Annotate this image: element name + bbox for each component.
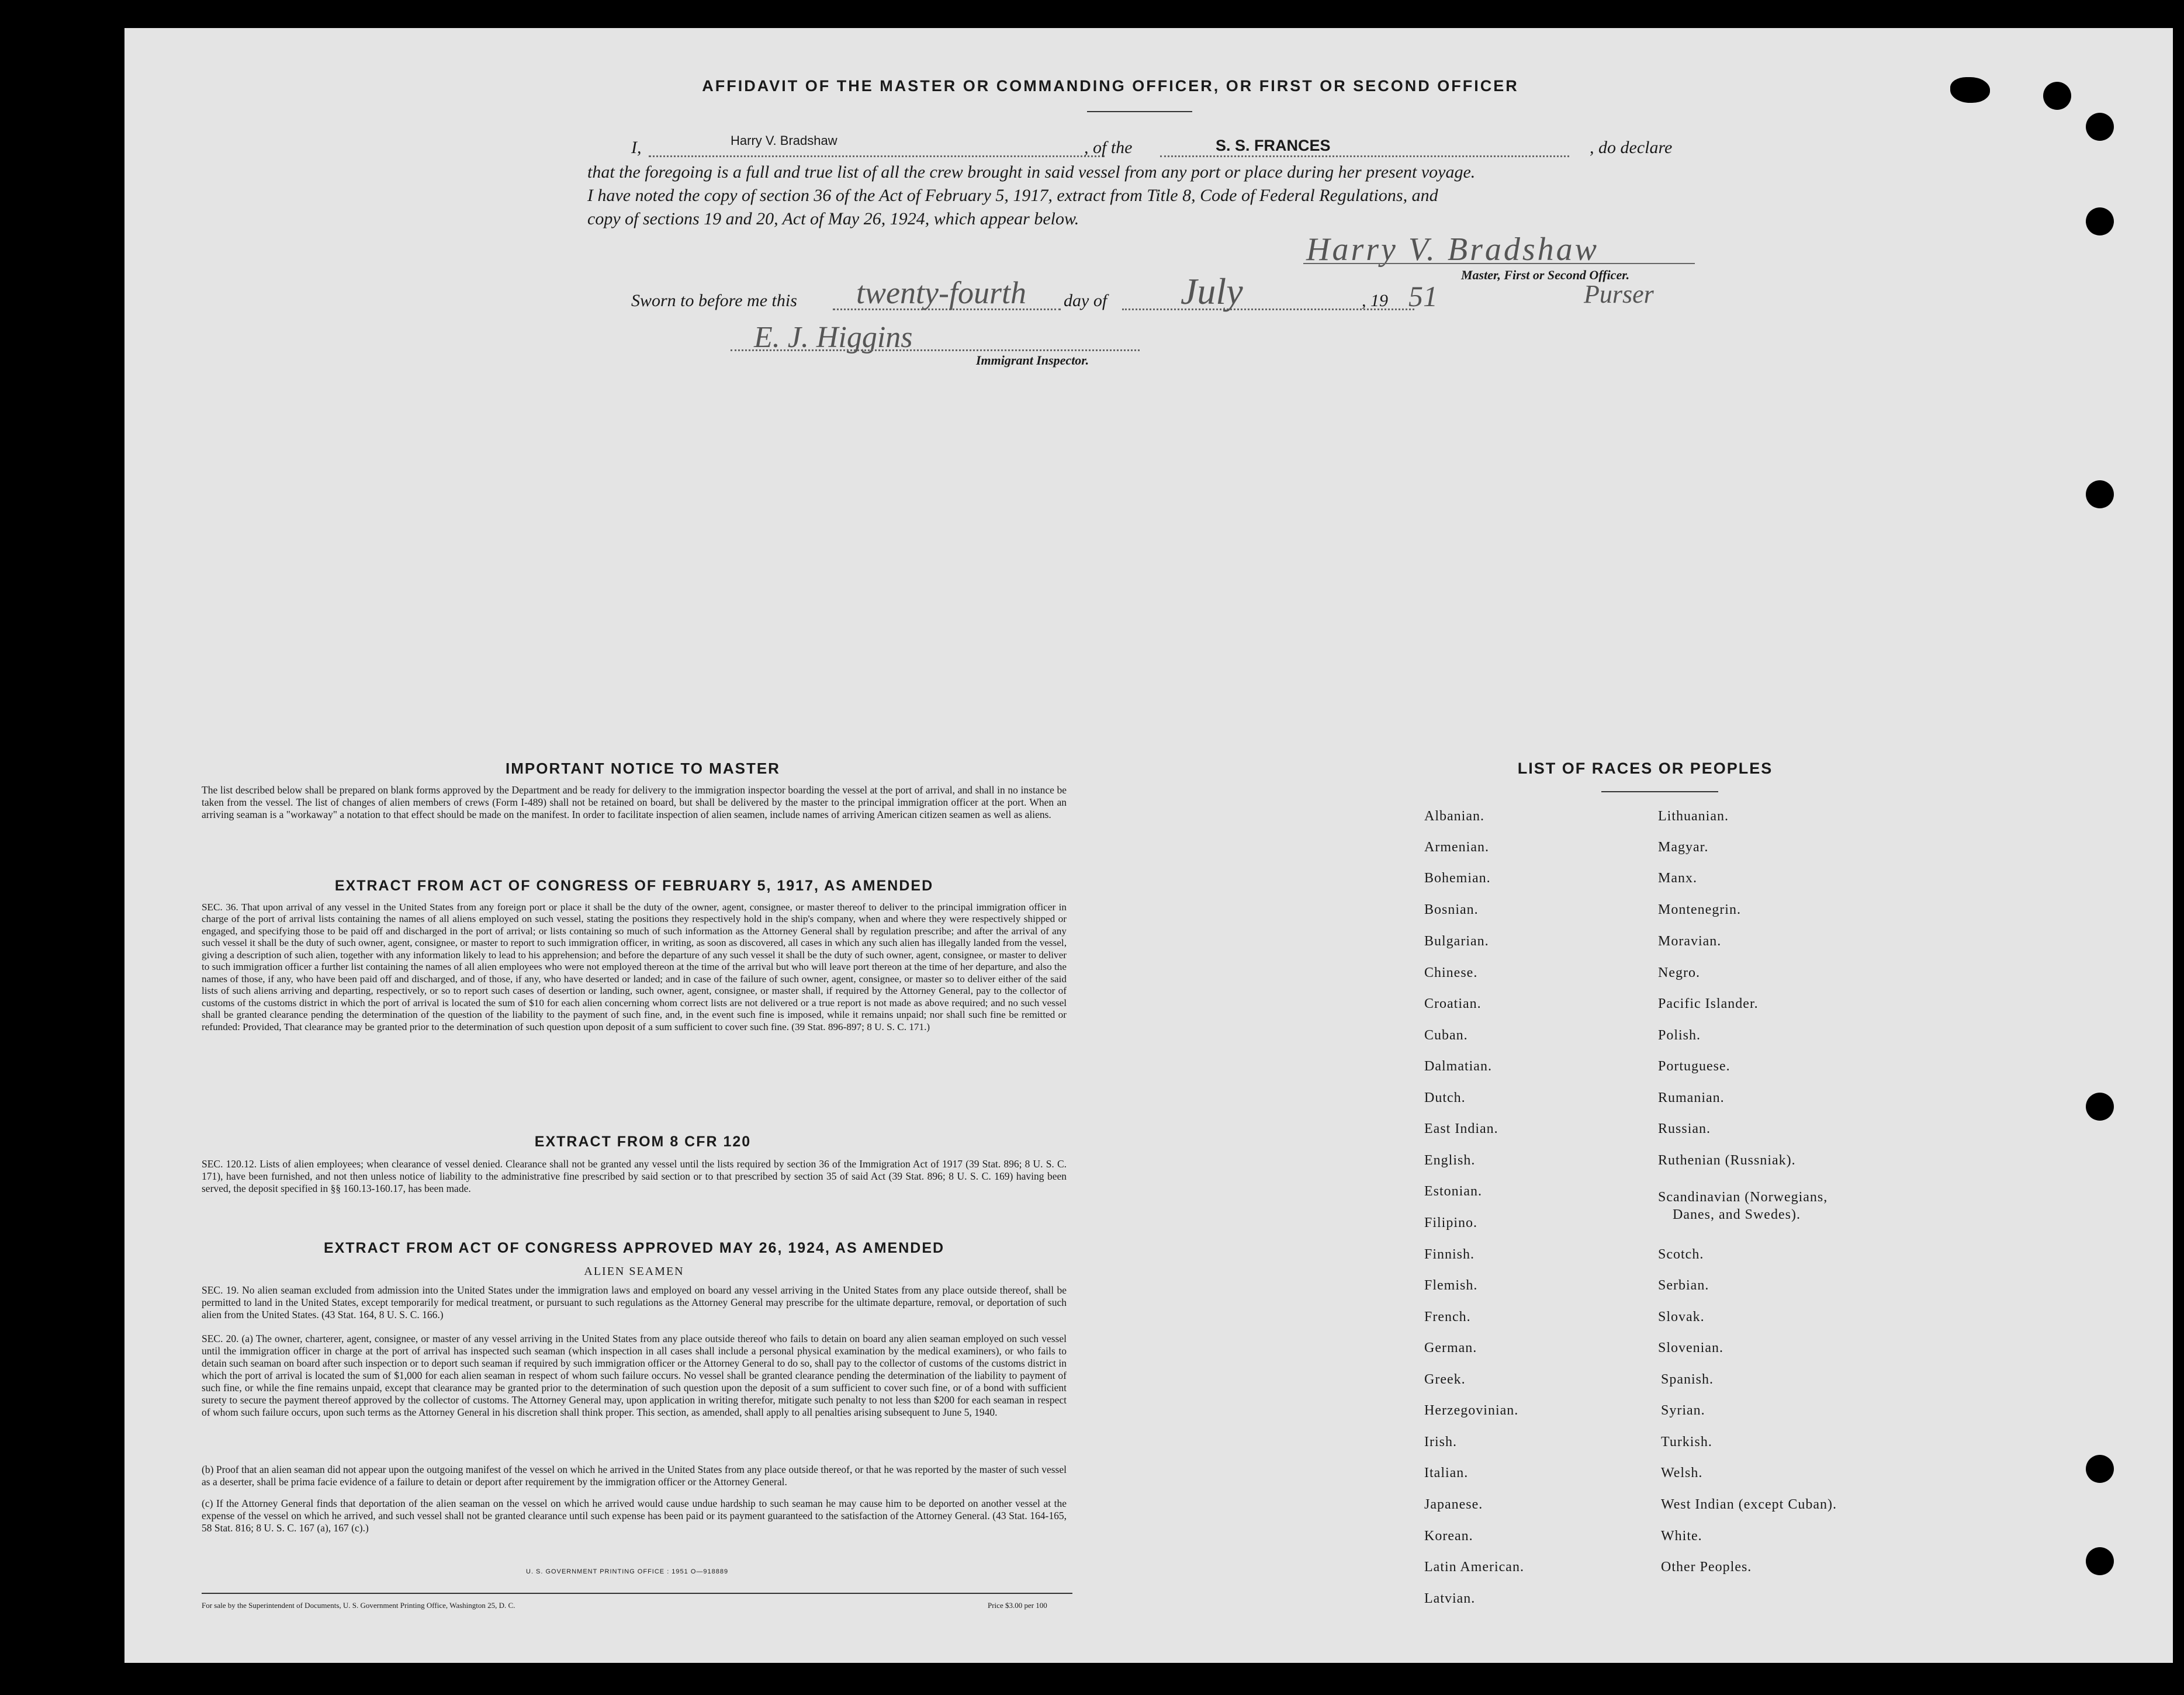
race-item: Russian. — [1658, 1121, 1711, 1136]
race-item: Ruthenian (Russniak). — [1658, 1153, 1796, 1168]
race-item: Chinese. — [1424, 965, 1478, 980]
race-item: Portuguese. — [1658, 1059, 1730, 1074]
name-dotted-line — [649, 155, 1105, 157]
race-item: Estonian. — [1424, 1184, 1482, 1199]
extract-cfr-body: SEC. 120.12. Lists of alien employees; when clearance of vessel denied. Clearance shall not be granted any vessel until the lists required by section 36 of the Immigration Act of 1917 (39 Stat. 896; 8 U. S. C. 171), have been furnished, and not then unless notice of liability to the administrative fine prescribed by said section or to that prescribed by section 35 of said Act (39 Stat. 896; 8 U. S. C. 169) having been served, the deposit specified in §§ 160.13-160.17, has been made. — [202, 1158, 1067, 1194]
race-item: Flemish. — [1424, 1278, 1478, 1293]
race-item: French. — [1424, 1309, 1471, 1325]
sec-20c-body: (c) If the Attorney General finds that deportation of the alien seaman on the vessel on which he arrived would cause undue hardship to such seaman he may cause him to be deported on another vessel at the expense of the vessel on which he arrived, and such vessel shall not be granted clearance until such expense has been paid or its payment guaranteed to the satisfaction of the Attorney General. (43 Stat. 164-165, 58 Stat. 816; 8 U. S. C. 167 (a), 167 (c).) — [202, 1498, 1067, 1534]
sale-notice: For sale by the Superintendent of Documents, U. S. Government Printing Office, Washington 25, D. C. — [202, 1601, 515, 1610]
race-item: Croatian. — [1424, 996, 1482, 1011]
statement-line: copy of sections 19 and 20, Act of May 26, 1924, which appear below. — [587, 209, 1079, 228]
race-item: Korean. — [1424, 1528, 1473, 1544]
punch-hole — [2086, 1455, 2114, 1483]
races-title: LIST OF RACES OR PEOPLES — [1517, 760, 1773, 777]
sec-20b-body: (b) Proof that an alien seaman did not appear upon the outgoing manifest of the vessel on which he arrived in the United States from any place outside thereof, or that he was reported by the master of such vessel as a deserter, shall be prima facie evidence of a failure to detain or deport after requirement by the immigration officer or the Attorney General. — [202, 1464, 1067, 1488]
race-item: Italian. — [1424, 1465, 1469, 1481]
race-item: English. — [1424, 1153, 1476, 1168]
of-the-label: , of the — [1084, 138, 1133, 157]
sworn-line — [631, 271, 1449, 321]
extract-1924-title: EXTRACT FROM ACT OF CONGRESS APPROVED MAY 26, 1924, AS AMENDED — [323, 1240, 945, 1256]
title-rule — [1087, 111, 1192, 112]
race-item: Finnish. — [1424, 1247, 1475, 1262]
race-item: Lithuanian. — [1658, 809, 1729, 824]
punch-hole — [2086, 1093, 2114, 1121]
race-item: Magyar. — [1658, 840, 1709, 855]
gpo-imprint: U. S. GOVERNMENT PRINTING OFFICE : 1951 O—918889 — [526, 1568, 729, 1575]
i-prefix: I, — [631, 138, 642, 157]
extract-cfr-title: EXTRACT FROM 8 CFR 120 — [534, 1134, 752, 1150]
race-item: Serbian. — [1658, 1278, 1709, 1293]
inspector-signature: E. J. Higgins — [754, 321, 913, 354]
race-item: West Indian (except Cuban). — [1661, 1497, 1837, 1512]
race-item: Latin American. — [1424, 1559, 1524, 1575]
race-item: Bohemian. — [1424, 871, 1491, 886]
sworn-month: July — [1181, 271, 1243, 312]
race-item: Montenegrin. — [1658, 902, 1741, 917]
race-item: Herzegovinian. — [1424, 1403, 1519, 1418]
race-item: Pacific Islander. — [1658, 996, 1759, 1011]
day-of-label: day of — [1064, 291, 1107, 310]
races-title-rule — [1601, 791, 1718, 792]
race-item: Scotch. — [1658, 1247, 1704, 1262]
sec-19-body: SEC. 19. No alien seaman excluded from admission into the United States under the immigration laws and employed on board any vessel arriving in the United States from any place outside thereof, shall be permitted to land in the United States, except temporarily for medical treatment, or pursuant to such regulations as the Attorney General may prescribe for the ultimate departure, removal, or deportation of such alien from the United States. (43 Stat. 164, 8 U. S. C. 166.) — [202, 1284, 1067, 1320]
punch-hole — [2043, 82, 2071, 110]
statement-line: that the foregoing is a full and true list of all the crew brought in said vessel from any port or place during her present voyage. — [587, 162, 1476, 182]
master-signature: Harry V. Bradshaw — [1306, 231, 1600, 268]
race-item: Bosnian. — [1424, 902, 1479, 917]
race-item: Latvian. — [1424, 1591, 1476, 1606]
year-suffix: 51 — [1408, 280, 1438, 313]
notice-title: IMPORTANT NOTICE TO MASTER — [506, 760, 780, 777]
master-caption: Master, First or Second Officer. — [1461, 268, 1630, 282]
race-item: Moravian. — [1658, 934, 1722, 949]
race-item: Scandinavian (Norwegians, — [1658, 1190, 1828, 1205]
race-item: Irish. — [1424, 1434, 1457, 1450]
race-item: Japanese. — [1424, 1497, 1483, 1512]
punch-hole — [2086, 480, 2114, 508]
vessel-dotted-line — [1160, 155, 1569, 157]
race-item: Bulgarian. — [1424, 934, 1489, 949]
race-item: White. — [1661, 1528, 1702, 1544]
affidavit-title: AFFIDAVIT OF THE MASTER OR COMMANDING OFFICER, OR FIRST OR SECOND OFFICER — [702, 77, 1519, 95]
race-item: Filipino. — [1424, 1215, 1478, 1230]
purser-mark: Purser — [1584, 280, 1654, 309]
race-item: Armenian. — [1424, 840, 1489, 855]
race-item: Slovak. — [1658, 1309, 1705, 1325]
race-item: Spanish. — [1661, 1372, 1714, 1387]
master-name: Harry V. Bradshaw — [731, 133, 837, 148]
punch-hole — [2086, 207, 2114, 235]
notice-body: The list described below shall be prepared on blank forms approved by the Department and be ready for delivery to the immigration inspector boarding the vessel at the port of arrival, and shall in no instance be taken from the vessel. The list of changes of alien members of crews (Form I-489) shall not be retained on board, but shall be delivered by the master to the principal immigration officer at the port. When an arriving seaman is a "workaway" a notation to that effect should be made on the manifest. In order to facilitate inspection of alien seamen, include names of arriving American citizen seamen as well as aliens. — [202, 784, 1067, 820]
sworn-day: twenty-fourth — [856, 275, 1026, 310]
year-prefix: , 19 — [1362, 291, 1388, 310]
race-item: Rumanian. — [1658, 1090, 1725, 1105]
inspector-caption: Immigrant Inspector. — [976, 353, 1089, 368]
footer-rule — [202, 1593, 1072, 1594]
race-item: Polish. — [1658, 1028, 1701, 1043]
punch-hole — [2086, 1547, 2114, 1575]
sworn-prefix: Sworn to before me this — [631, 291, 797, 310]
inspector-dotted-line — [731, 349, 1140, 351]
race-item: Turkish. — [1661, 1434, 1712, 1450]
race-item: Slovenian. — [1658, 1340, 1723, 1356]
punch-hole — [2086, 113, 2114, 141]
declare-line-1 — [631, 133, 1701, 161]
race-item: Welsh. — [1661, 1465, 1703, 1481]
statement-line: I have noted the copy of section 36 of the Act of February 5, 1917, extract from Title 8, Code of Federal Regulations, and — [587, 186, 1438, 205]
race-item: Cuban. — [1424, 1028, 1468, 1043]
sec-20a-body: SEC. 20. (a) The owner, charterer, agent, consignee, or master of any vessel arriving in the United States from any place outside thereof who fails to detain on board any alien seaman employed on such vessel until the immigration officer in charge at the port of arrival has inspected such seaman (which inspection in all cases shall include a personal physical examination by the medical examiners), or who fails to detain such seaman on board after such inspection or to deport such seaman if required by such immigration officer or the Attorney General to do so, shall pay to the collector of customs of the customs district in which the port of arrival is located the sum of $1,000 for each alien seaman in respect of whom such failure occurs. No vessel shall be granted clearance pending the determination of the liability to payment of such fine, or while the fine remains unpaid, except that clearance may be granted prior to the determination of such question upon the deposit of a sum sufficient to cover such fine, or of a bond with sufficient surety to secure the payment thereof approved by the collector of customs. The Attorney General may, upon application in writing therefor, mitigate such penalty to not less than $200 for each seaman in respect of whom such failure occurs, upon such terms as the Attorney General in his discretion shall think proper. This section, as amended, shall apply to all penalties arising subsequent to June 5, 1940. — [202, 1333, 1067, 1418]
price-notice: Price $3.00 per 100 — [988, 1601, 1047, 1610]
race-item: Dalmatian. — [1424, 1059, 1492, 1074]
race-item: Syrian. — [1661, 1403, 1705, 1418]
race-item: East Indian. — [1424, 1121, 1498, 1136]
extract-1917-title: EXTRACT FROM ACT OF CONGRESS OF FEBRUARY 5, 1917, AS AMENDED — [334, 878, 934, 894]
race-item: Dutch. — [1424, 1090, 1466, 1105]
race-item: Other Peoples. — [1661, 1559, 1752, 1575]
race-item: Greek. — [1424, 1372, 1466, 1387]
race-item: Albanian. — [1424, 809, 1484, 824]
race-item: Negro. — [1658, 965, 1700, 980]
do-declare-label: , do declare — [1590, 138, 1673, 157]
master-signature-line — [1303, 263, 1695, 264]
vessel-name: S. S. FRANCES — [1216, 137, 1331, 154]
race-item: Danes, and Swedes). — [1673, 1207, 1801, 1222]
punch-hole — [1950, 77, 1990, 103]
alien-seamen-subtitle: ALIEN SEAMEN — [584, 1265, 684, 1278]
race-item: Manx. — [1658, 871, 1697, 886]
race-item: German. — [1424, 1340, 1477, 1356]
extract-1917-body: SEC. 36. That upon arrival of any vessel in the United States from any foreign port or place it shall be the duty of the owner, agent, consignee, or master thereof to deliver to the principal immigration officer in charge of the port of arrival lists containing the names of all aliens employed on such vessel, stating the positions they respectively hold in the ship's company, when and where they were respectively shipped or engaged, and specifying those to be paid off and discharged in the port of arrival; or lists containing so much of such information as the Attorney General shall by regulation prescribe; and after the arrival of any such vessel it shall be the duty of such owner, agent, consignee, or master to report to such immigration officer, in writing, as soon as discovered, all cases in which any such alien has illegally landed from the vessel, giving a description of such alien, together with any information likely to lead to his apprehension; and before the departure of any such vessel it shall be the duty of such owner, agent, consignee, or master to deliver to such immigration officer a further list containing the names of all alien employees who were not employed thereon at the time of the arrival but who will leave port thereon at the time of her departure, and also the names of those, if any, who have been paid off and discharged, and of those, if any, who have deserted or landed; and in case of the failure of such owner, agent, consignee, or master so to deliver either of the said lists of such aliens arriving and departing, respectively, or so to report such cases of desertion or landing, such owner, agent, consignee, or master shall, if required by the Attorney General, pay to the collector of customs of the customs district in which the port of arrival is located the sum of $10 for each alien concerning whom correct lists are not delivered or a true report is not made as above required; and no such vessel shall be granted clearance pending the determination of the question of the liability to the payment of such fine, and, in the event such fine is imposed, while it remains unpaid; nor shall such fine be remitted or refunded: Provided, That clearance may be granted prior to the determination of such question upon deposit of a sum sufficient to cover such fine. (39 Stat. 896-897; 8 U. S. C. 171.) — [202, 902, 1067, 1032]
